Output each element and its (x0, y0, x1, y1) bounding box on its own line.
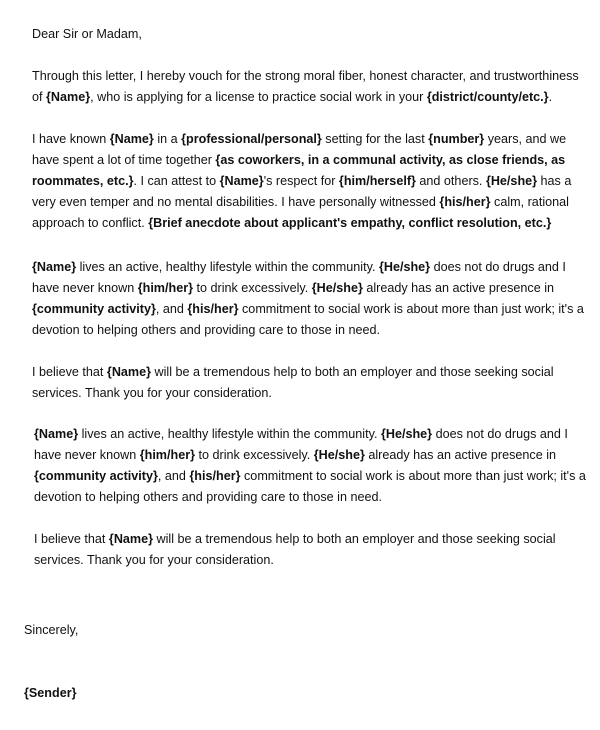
text-run: already has an active presence in (362, 281, 554, 295)
placeholder-activity: {community activity} (32, 302, 156, 316)
placeholder-sender: {Sender} (24, 686, 77, 700)
placeholder-pronoun: {He/she} (380, 427, 433, 441)
paragraph-line (34, 529, 556, 550)
text-run: devotion to helping others and providing care to those in need. (34, 490, 382, 504)
paragraph-vouch (32, 66, 579, 108)
placeholder-pronoun: {He/she} (311, 281, 363, 295)
placeholder-name: {Name} (32, 260, 77, 274)
placeholder-pronoun: {He/she} (485, 174, 538, 188)
placeholder-anecdote: {Brief anecdote about applicant's empathy, conflict resolution, etc.} (148, 216, 552, 230)
text-run: I believe that (32, 365, 107, 379)
paragraph-line (34, 424, 586, 445)
placeholder-name: {Name} (106, 365, 152, 379)
text-run: services. Thank you for your consideration. (34, 553, 274, 567)
paragraph-line (32, 383, 554, 404)
text-run: very even temper and no mental disabilities. I have personally witnessed (32, 195, 440, 209)
placeholder-activity: {community activity} (34, 469, 158, 483)
placeholder-context: roommates, etc.} (32, 174, 134, 188)
placeholder-name: {Name} (34, 427, 79, 441)
text-run: does not do drugs and I (432, 427, 568, 441)
placeholder-number: {number} (428, 132, 485, 146)
placeholder-district: {district/county/etc.} (426, 90, 549, 104)
paragraph-line (32, 150, 571, 171)
text-run: approach to conflict. (32, 216, 149, 230)
text-run: in a (153, 132, 182, 146)
placeholder-name: {Name} (46, 90, 91, 104)
placeholder-setting: {professional/personal} (181, 132, 322, 146)
text-run: calm, rational (490, 195, 569, 209)
text-run: will be a tremendous help to both an employer and those seeking social (153, 532, 556, 546)
placeholder-pronoun: {him/her} (137, 281, 194, 295)
paragraph-line (34, 466, 586, 487)
text-run: devotion to helping others and providing care to those in need. (32, 323, 380, 337)
text-run: has a (537, 174, 572, 188)
text-run: . I can attest to (133, 174, 220, 188)
text-run: services. Thank you for your consideration. (32, 386, 272, 400)
paragraph-line (34, 487, 586, 508)
paragraph-line (32, 257, 584, 278)
text-run: Through this letter, I hereby vouch for the strong moral fiber, honest character, and trustworthiness (32, 69, 579, 83)
paragraph-line (32, 87, 579, 108)
text-run: will be a tremendous help to both an employer and those seeking social (151, 365, 554, 379)
text-run: of (32, 90, 47, 104)
paragraph-line (32, 66, 579, 87)
text-run: setting for the last (321, 132, 429, 146)
text-run: already has an active presence in (364, 448, 556, 462)
paragraph-lifestyle-repeat (34, 424, 586, 508)
text-run: commitment to social work is about more than just work; it's a (240, 469, 586, 483)
paragraph-line (32, 278, 584, 299)
placeholder-pronoun: {his/her} (187, 302, 239, 316)
placeholder-name: {Name} (109, 132, 154, 146)
text-run: I believe that (34, 532, 109, 546)
placeholder-pronoun: {his/her} (189, 469, 241, 483)
placeholder-pronoun: {him/her} (139, 448, 196, 462)
paragraph-line (32, 362, 554, 383)
text-run: years, and we (484, 132, 567, 146)
paragraph-belief-repeat (34, 529, 556, 571)
letter-signature (24, 683, 77, 704)
paragraph-line (32, 129, 571, 150)
paragraph-belief (32, 362, 554, 404)
text-run: commitment to social work is about more than just work; it's a (238, 302, 584, 316)
text-run: 's respect for (263, 174, 339, 188)
paragraph-line (32, 213, 571, 234)
placeholder-name: {Name} (219, 174, 264, 188)
paragraph-line (32, 171, 571, 192)
placeholder-name: {Name} (108, 532, 154, 546)
text-run: and others. (415, 174, 486, 188)
letter-greeting (32, 24, 142, 45)
text-run: does not do drugs and I (430, 260, 566, 274)
paragraph-line (34, 445, 586, 466)
placeholder-pronoun: {He/she} (313, 448, 365, 462)
text-run: lives an active, healthy lifestyle within the community. (78, 427, 381, 441)
closing-text: Sincerely, (24, 623, 79, 637)
placeholder-pronoun: {his/her} (439, 195, 491, 209)
text-run: have spent a lot of time together (32, 153, 216, 167)
paragraph-line (32, 192, 571, 213)
paragraph-line (34, 550, 556, 571)
text-run: . (548, 90, 553, 104)
paragraph-line (32, 320, 584, 341)
greeting-text: Dear Sir or Madam, (32, 27, 142, 41)
text-run: I have known (32, 132, 110, 146)
text-run: lives an active, healthy lifestyle within the community. (76, 260, 379, 274)
text-run: have never known (34, 448, 140, 462)
placeholder-pronoun: {He/she} (378, 260, 431, 274)
text-run: , and (155, 302, 188, 316)
placeholder-context: {as coworkers, in a communal activity, as close friends, as (215, 153, 566, 167)
letter-closing (24, 620, 78, 641)
text-run: , who is applying for a license to practice social work in your (90, 90, 427, 104)
paragraph-line (32, 299, 584, 320)
text-run: have never known (32, 281, 138, 295)
placeholder-pronoun: {him/herself} (338, 174, 416, 188)
text-run: to drink excessively. (193, 281, 312, 295)
text-run: to drink excessively. (195, 448, 314, 462)
paragraph-relationship (32, 129, 571, 234)
text-run: , and (157, 469, 190, 483)
paragraph-lifestyle (32, 257, 584, 341)
